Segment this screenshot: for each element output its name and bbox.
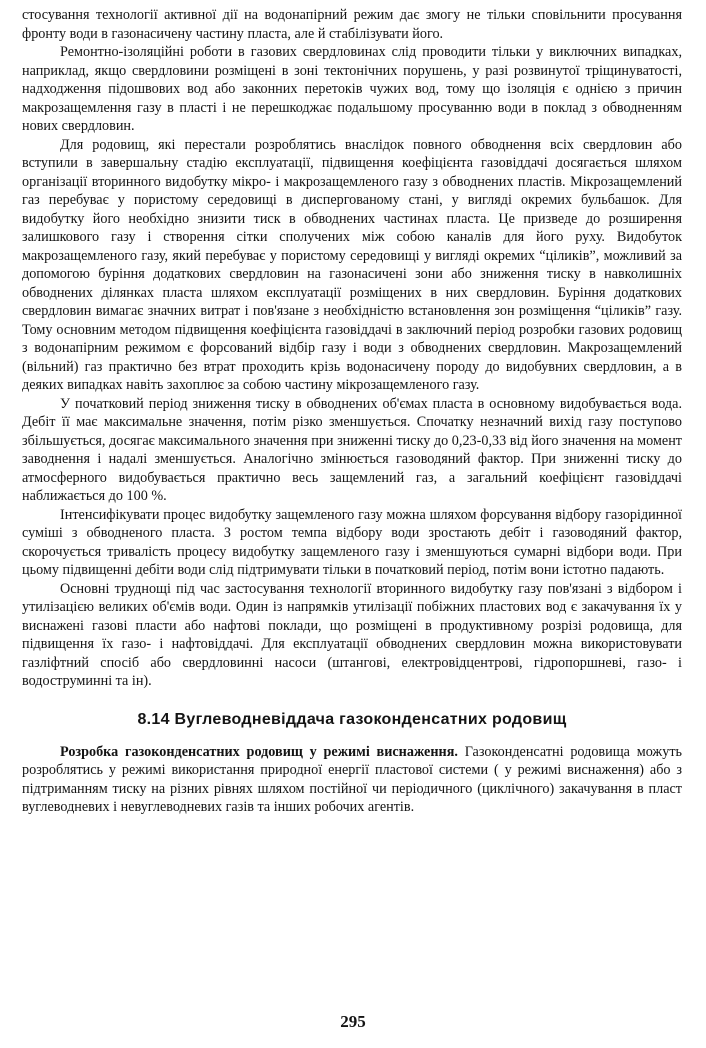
page-number: 295 — [340, 1012, 366, 1031]
paragraph-continuation: стосування технології активної дії на водонапірний режим дає змогу не тільки сповільнити просування фронту води в газонасичену частину пласта, але й стабілізувати його. — [22, 7, 682, 42]
paragraph-text: Газоконденсатні родовища можуть розроблятись у режимі використання природної енергії пластової системи ( у режимі виснаження) або з підтриманням тиску на різних рівнях шляхом постійної чи періодичного (циклічного) закачування в пласт вуглеводневих і невуглеводневих газів та інших робочих агентів. — [22, 743, 683, 815]
section-heading: 8.14 Вуглеводневіддача газоконденсатних родовищ — [137, 710, 567, 728]
paragraph-pressure-decline: У початковий період зниження тиску в обводнених об'ємах пласта в основному видобувається вода. Дебіт її має максимальне значення, потім різко зменшується. Спочатку незначний вихід газу поступово збільшується, досягає максимального значення при зниженні тиску до 0,23-0,33 від його значення на момент заводнення і надалі зменшується. Аналогічно змінюється газоводяний фактор. При зниженні тиску до атмосферного видобувається практично весь защемлений газ, а загальний коефіцієнт газовіддачі наближається до 100 %. — [22, 395, 682, 504]
paragraph-repair-isolation: Ремонтно-ізоляційні роботи в газових свердловинах слід проводити тільки у виключних випадках, наприклад, якщо свердловини розміщені в зоні тектонічних порушень, у разі розвинутої тріщинуватості, надходження підошвових вод або законних перетоків чужих вод, тому що ізоляція є однією з причин макрозащемлення газу в пласті і не перешкоджає подальшому просуванню води в поклад з обводненням нових свердловин. — [22, 44, 682, 134]
paragraph-gas-condensate — [22, 743, 682, 817]
paragraph-water-utilization: Основні труднощі під час застосування технології вторинного видобутку газу пов'язані з відбором і утилізацією великих об'ємів води. Один із напрямків утилізації побіжних пластових вод є закачування їх у виснажені газові пласти або нафтові поклади, що розміщені в продуктивному розрізі родовища, для підвищення їх газо- і нафтовіддачі. Для експлуатації обводнених свердловин можна використовувати газліфтний спосіб або свердловинні насоси (штангові, електровідцентрові, гідропоршневі, газо- і водоструминні та ін). — [22, 580, 682, 689]
paragraph-intensification: Інтенсифікувати процес видобутку защемленого газу можна шляхом форсування відбору газорідинної суміші з обводненого пласта. З ростом темпа відбору води зростають дебіт і газоводяний фактор, скорочується тривалість процесу видобутку защемленого газу і зменшуються сумарні відбори води. При цьому підвищенні дебіти води слід підтримувати тільки в початковий період, потім вони істотно падають. — [22, 506, 682, 578]
paragraph-lead: Розробка газоконденсатних родовищ у режимі виснаження. — [60, 743, 458, 760]
page-body — [22, 6, 682, 817]
paragraph-secondary-recovery: Для родовищ, які перестали розроблятись внаслідок повного обводнення всіх свердловин або вступили в завершальну стадію експлуатації, підвищення коефіцієнта газовіддачі досягається шляхом організації вторинного видобутку мікро- і макрозащемленого газу з обводнених пластів. Мікрозащемлений газ перебуває у пористому середовищі в диспергованому стані, у вигляді окремих бульбашок. Для видобутку його необхідно знизити тиск в обводнених частинах пласта. Це призведе до розширення залишкового газу і створення сітки сполучених між собою каналів для його руху. Видобуток макрозащемленого газу, який перебуває у пористому середовищі у вигляді окремих “ціликів”, можливий за допомогою буріння додаткових свердловин на газонасичені зони або зниження тиску в навколишніх обводнених ділянках пласта шляхом експлуатації розміщених в них свердловин. Буріння додаткових свердловин вимагає значних витрат і пов'язане з необхідністю встановлення зон розміщення “ціликів” газу. Тому основним методом підвищення коефіцієнта газовіддачі в заключний період розробки газових родовищ з водонапірним режимом є форсований відбір газу і води з обводнених свердловин. Макрозащемлений (вільний) газ практично без втрат проходить крізь водонасичену породу до видобувних свердловин, а в деяких випадках навіть захоплює за собою частину мікрозащемленого газу. — [22, 136, 682, 393]
